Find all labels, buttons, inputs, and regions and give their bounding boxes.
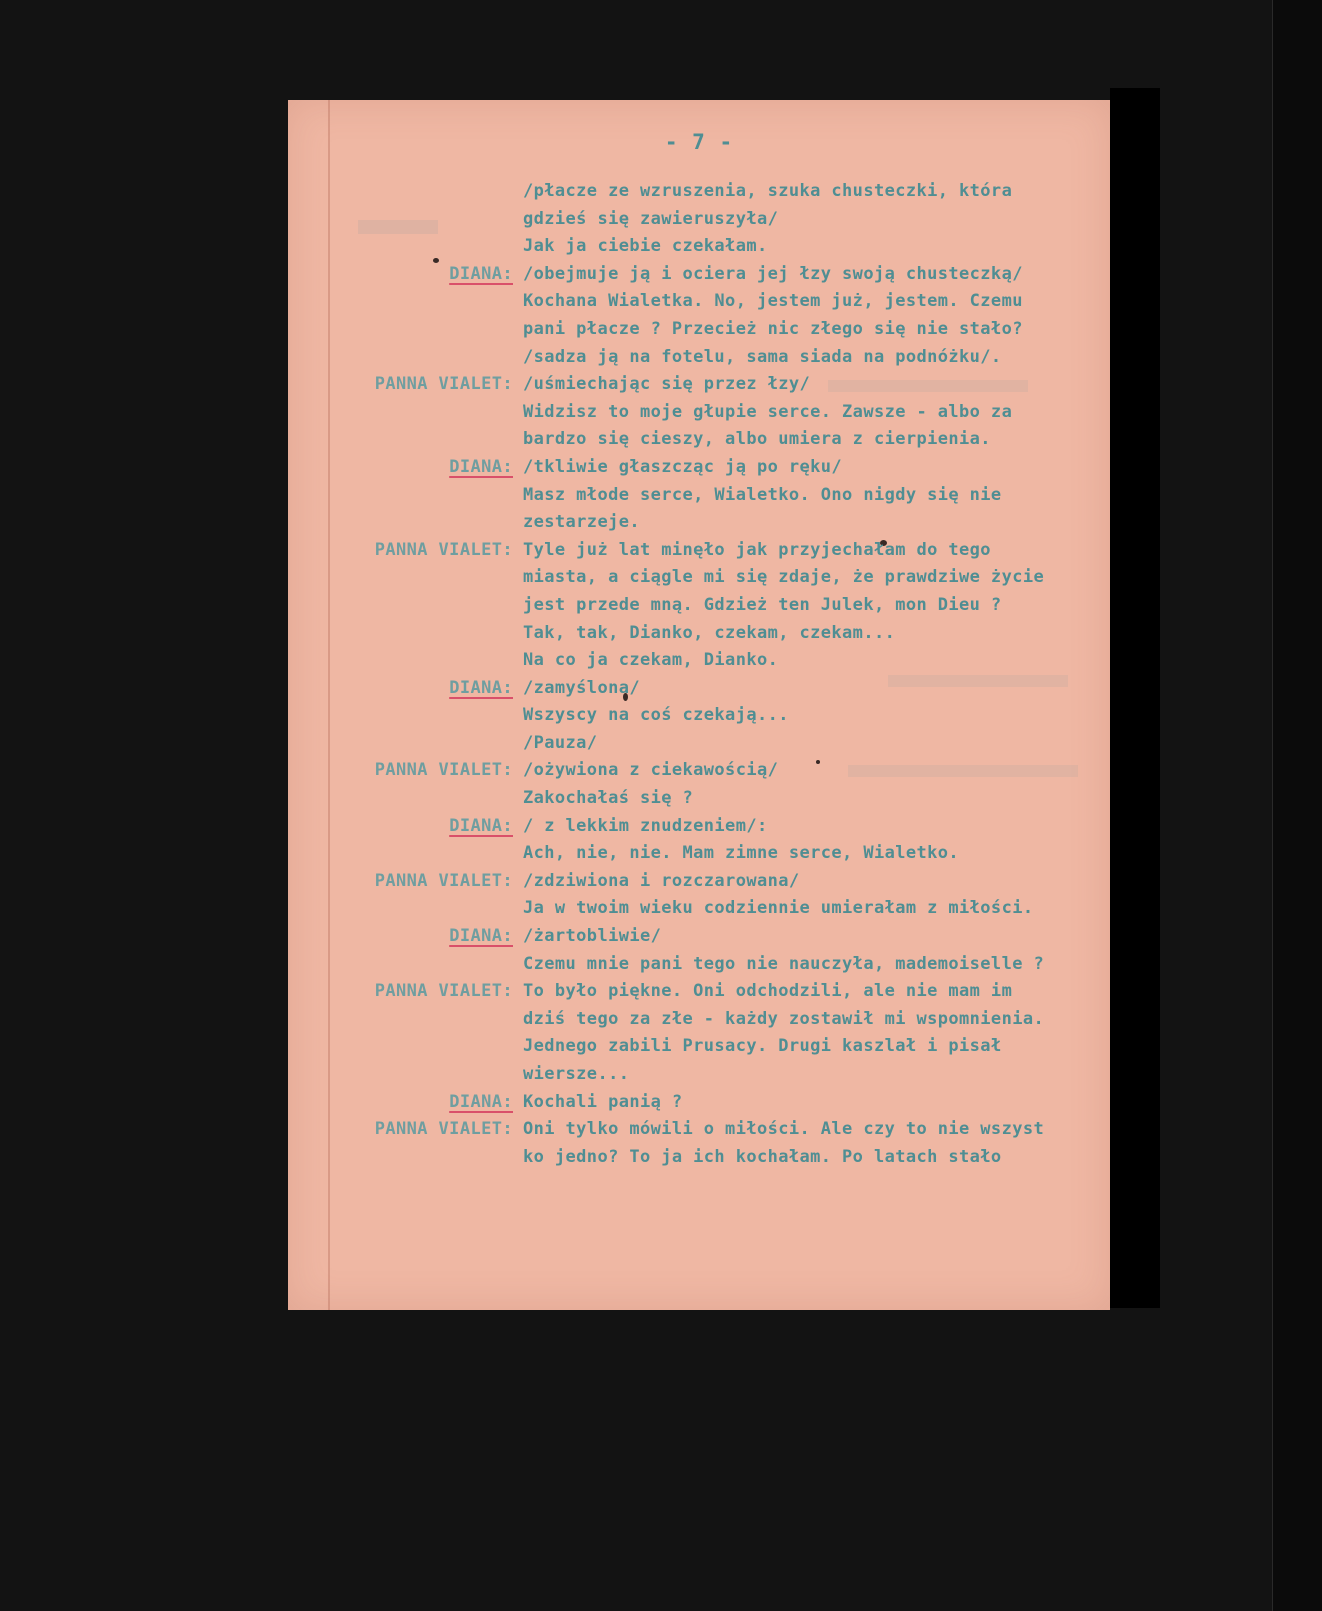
dialogue-text: Tak, tak, Dianko, czekam, czekam... bbox=[523, 622, 896, 643]
script-line bbox=[288, 620, 1110, 648]
speaker-name: PANNA VIALET: bbox=[374, 539, 513, 560]
script-line bbox=[288, 1116, 1110, 1144]
script-line bbox=[288, 399, 1110, 427]
dialogue-text: To było piękne. Oni odchodzili, ale nie mam im bbox=[523, 981, 1013, 1002]
dialogue-text: jest przede mną. Gdzież ten Julek, mon Dieu ? bbox=[523, 594, 1002, 615]
page-shadow-strip bbox=[1110, 88, 1160, 1308]
script-line bbox=[288, 978, 1110, 1006]
speaker-name: PANNA VIALET: bbox=[374, 870, 513, 891]
dialogue-text: Kochali panią ? bbox=[523, 1091, 683, 1112]
script-line bbox=[288, 261, 1110, 289]
script-line bbox=[288, 675, 1110, 703]
script-line bbox=[288, 813, 1110, 841]
dialogue-text: zestarzeje. bbox=[523, 512, 640, 533]
script-line bbox=[288, 647, 1110, 675]
dialogue-text: /Pauza/ bbox=[523, 732, 598, 753]
script-line bbox=[288, 1006, 1110, 1034]
dialogue-text: / z lekkim znudzeniem/: bbox=[523, 815, 768, 836]
dialogue-text: Czemu mnie pani tego nie nauczyła, mademoiselle ? bbox=[523, 953, 1045, 974]
speaker-name: PANNA VIALET: bbox=[374, 1119, 513, 1140]
dialogue-text: pani płacze ? Przecież nic złego się nie stało? bbox=[523, 318, 1023, 339]
dialogue-text: ko jedno? To ja ich kochałam. Po latach stało bbox=[523, 1146, 1002, 1167]
dialogue-text: dziś tego za złe - każdy zostawił mi wspomnienia. bbox=[523, 1008, 1045, 1029]
script-line bbox=[288, 371, 1110, 399]
script-line bbox=[288, 923, 1110, 951]
dialogue-text: bardzo się cieszy, albo umiera z cierpienia. bbox=[523, 429, 991, 450]
dialogue-text: /płacze ze wzruszenia, szuka chusteczki, która bbox=[523, 181, 1013, 201]
dialogue-text: /sadza ją na fotelu, sama siada na podnóżku/. bbox=[523, 346, 1002, 367]
script-line bbox=[288, 316, 1110, 344]
typewritten-page bbox=[288, 100, 1110, 1310]
speaker-name: PANNA VIALET: bbox=[374, 374, 513, 395]
script-line bbox=[288, 785, 1110, 813]
dialogue-text: /tkliwie głaszcząc ją po ręku/ bbox=[523, 456, 843, 477]
dialogue-text: Masz młode serce, Wialetko. Ono nigdy się nie bbox=[523, 484, 1002, 505]
dialogue-text: Zakochałaś się ? bbox=[523, 788, 694, 809]
script-line bbox=[288, 482, 1110, 510]
dialogue-text: Ach, nie, nie. Mam zimne serce, Wialetko. bbox=[523, 843, 960, 864]
dialogue-text: /zdziwiona i rozczarowana/ bbox=[523, 870, 800, 891]
script-line bbox=[288, 233, 1110, 261]
speaker-name: PANNA VIALET: bbox=[374, 981, 513, 1002]
speaker-name: DIANA: bbox=[449, 263, 513, 284]
script-line bbox=[288, 537, 1110, 565]
speaker-name: DIANA: bbox=[449, 815, 513, 836]
speaker-name: PANNA VIALET: bbox=[374, 760, 513, 781]
dialogue-text: gdzieś się zawieruszyła/ bbox=[523, 208, 779, 229]
script-line bbox=[288, 951, 1110, 979]
dialogue-text: Jednego zabili Prusacy. Drugi kaszlał i pisał bbox=[523, 1036, 1002, 1057]
dialogue-text: Kochana Wialetka. No, jestem już, jestem. Czemu bbox=[523, 291, 1023, 312]
script-line bbox=[288, 1033, 1110, 1061]
dialogue-text: Ja w twoim wieku codziennie umierałam z miłości. bbox=[523, 898, 1034, 919]
script-line bbox=[288, 840, 1110, 868]
speaker-name: DIANA: bbox=[449, 1091, 513, 1112]
speaker-name: DIANA: bbox=[449, 926, 513, 947]
dialogue-text: /zamyślona/ bbox=[523, 677, 640, 698]
script-line bbox=[288, 509, 1110, 537]
dialogue-text: /żartobliwie/ bbox=[523, 926, 662, 947]
page-number: - 7 - bbox=[664, 130, 734, 154]
script-line bbox=[288, 206, 1110, 234]
script-line bbox=[288, 757, 1110, 785]
script-line bbox=[288, 1144, 1110, 1172]
dialogue-text: /obejmuje ją i ociera jej łzy swoją chusteczką/ bbox=[523, 263, 1023, 284]
dialogue-text: Widzisz to moje głupie serce. Zawsze - albo za bbox=[523, 401, 1013, 422]
script-line bbox=[288, 730, 1110, 758]
script-line bbox=[288, 288, 1110, 316]
dialogue-text: wiersze... bbox=[523, 1064, 630, 1084]
speaker-name: DIANA: bbox=[449, 677, 513, 698]
dialogue-text: /uśmiechając się przez łzy/ bbox=[523, 374, 811, 395]
script-line bbox=[288, 426, 1110, 454]
script-line bbox=[288, 592, 1110, 620]
script-line bbox=[288, 1061, 1110, 1089]
dialogue-text: Jak ja ciebie czekałam. bbox=[523, 236, 768, 257]
script-line bbox=[288, 702, 1110, 730]
speaker-name: DIANA: bbox=[449, 456, 513, 477]
dialogue-text: /ożywiona z ciekawością/ bbox=[523, 760, 779, 781]
script-line bbox=[288, 895, 1110, 923]
script-line bbox=[288, 868, 1110, 896]
dialogue-text: Tyle już lat minęło jak przyjechałam do tego bbox=[523, 539, 991, 560]
script-line bbox=[288, 1089, 1110, 1117]
script-body bbox=[288, 178, 1110, 1171]
dark-backing-board bbox=[1272, 0, 1322, 1611]
dialogue-text: Oni tylko mówili o miłości. Ale czy to nie wszyst bbox=[523, 1119, 1045, 1140]
dialogue-text: Na co ja czekam, Dianko. bbox=[523, 650, 779, 671]
script-line bbox=[288, 564, 1110, 592]
script-line bbox=[288, 454, 1110, 482]
dialogue-text: miasta, a ciągle mi się zdaje, że prawdziwe życie bbox=[523, 567, 1045, 588]
script-line bbox=[288, 344, 1110, 372]
script-line bbox=[288, 178, 1110, 206]
dialogue-text: Wszyscy na coś czekają... bbox=[523, 705, 789, 726]
